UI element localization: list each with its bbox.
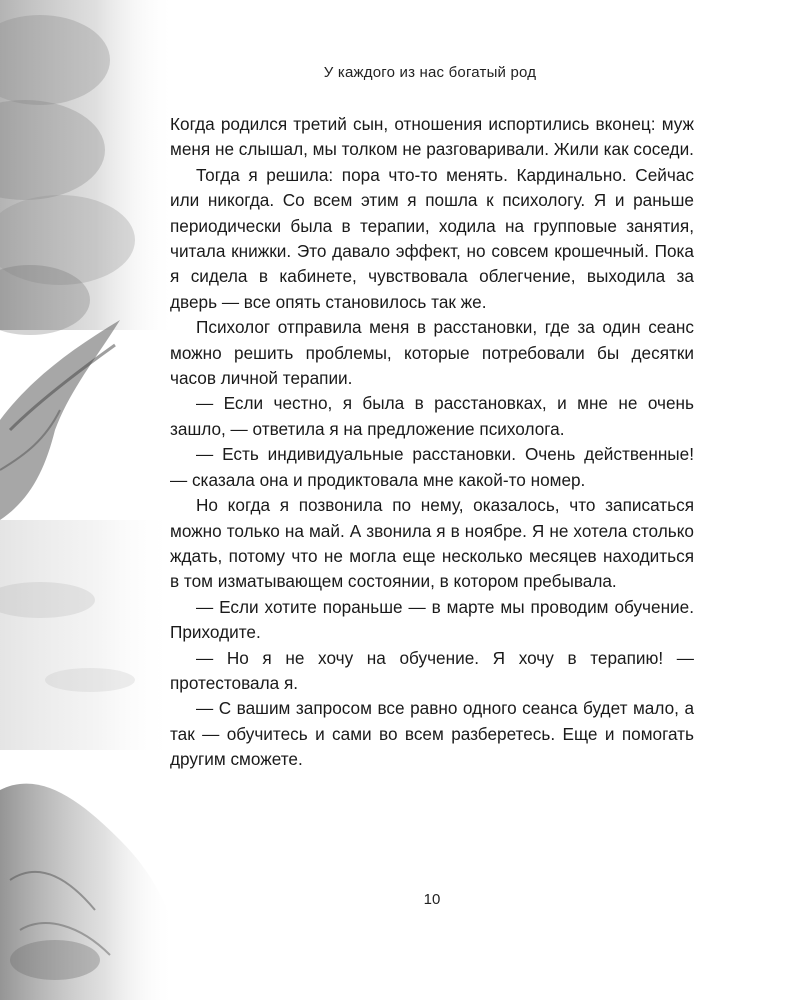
body-text [170,112,694,773]
paragraph: Когда родился третий сын, отношения испортились вконец: муж меня не слышал, мы толком не разговаривали. Жили как соседи. [170,114,694,160]
paragraph: Психолог отправила меня в расстановки, где за один сеанс можно решить проблемы, которые потребовали бы десятки часов личной терапии. [170,317,694,389]
paragraph: — Есть индивидуальные расстановки. Очень действенные! — сказала она и продиктовала мне какой-то номер. [170,444,694,490]
tree-landscape-illustration [0,0,175,1000]
paragraph: — С вашим запросом все равно одного сеанса будет мало, а так — обучитесь и сами во всем разберетесь. Еще и помогать другим сможете. [170,698,694,770]
page-number: 10 [423,891,441,908]
paragraph: Тогда я решила: пора что-то менять. Кардинально. Сейчас или никогда. Со всем этим я пошла к психологу. Я и раньше периодически была в терапии, ходила на групповые занятия, читала книжки. Это давало эффект, но совсем крошечный. Пока я сидела в кабинете, чувствовала облегчение, выходила за дверь — все опять становилось так же. [170,164,694,312]
paragraph: — Если хотите пораньше — в марте мы проводим обучение. Приходите. [170,596,694,643]
paragraph: — Если честно, я была в расстановках, и мне не очень зашло, — ответила я на предложение психолога. [170,393,694,439]
paragraph: Но когда я позвонила по нему, оказалось, что записаться можно только на май. А звонила я в ноябре. Я не хотела столько ждать, потому что не могла еще несколько месяцев находиться в том изматывающем состоянии, в котором пребывала. [170,495,694,592]
side-illustration [0,0,175,1000]
running-header: У каждого из нас богатый род [323,64,537,81]
paragraph: — Но я не хочу на обучение. Я хочу в терапию! — протестовала я. [170,647,694,693]
